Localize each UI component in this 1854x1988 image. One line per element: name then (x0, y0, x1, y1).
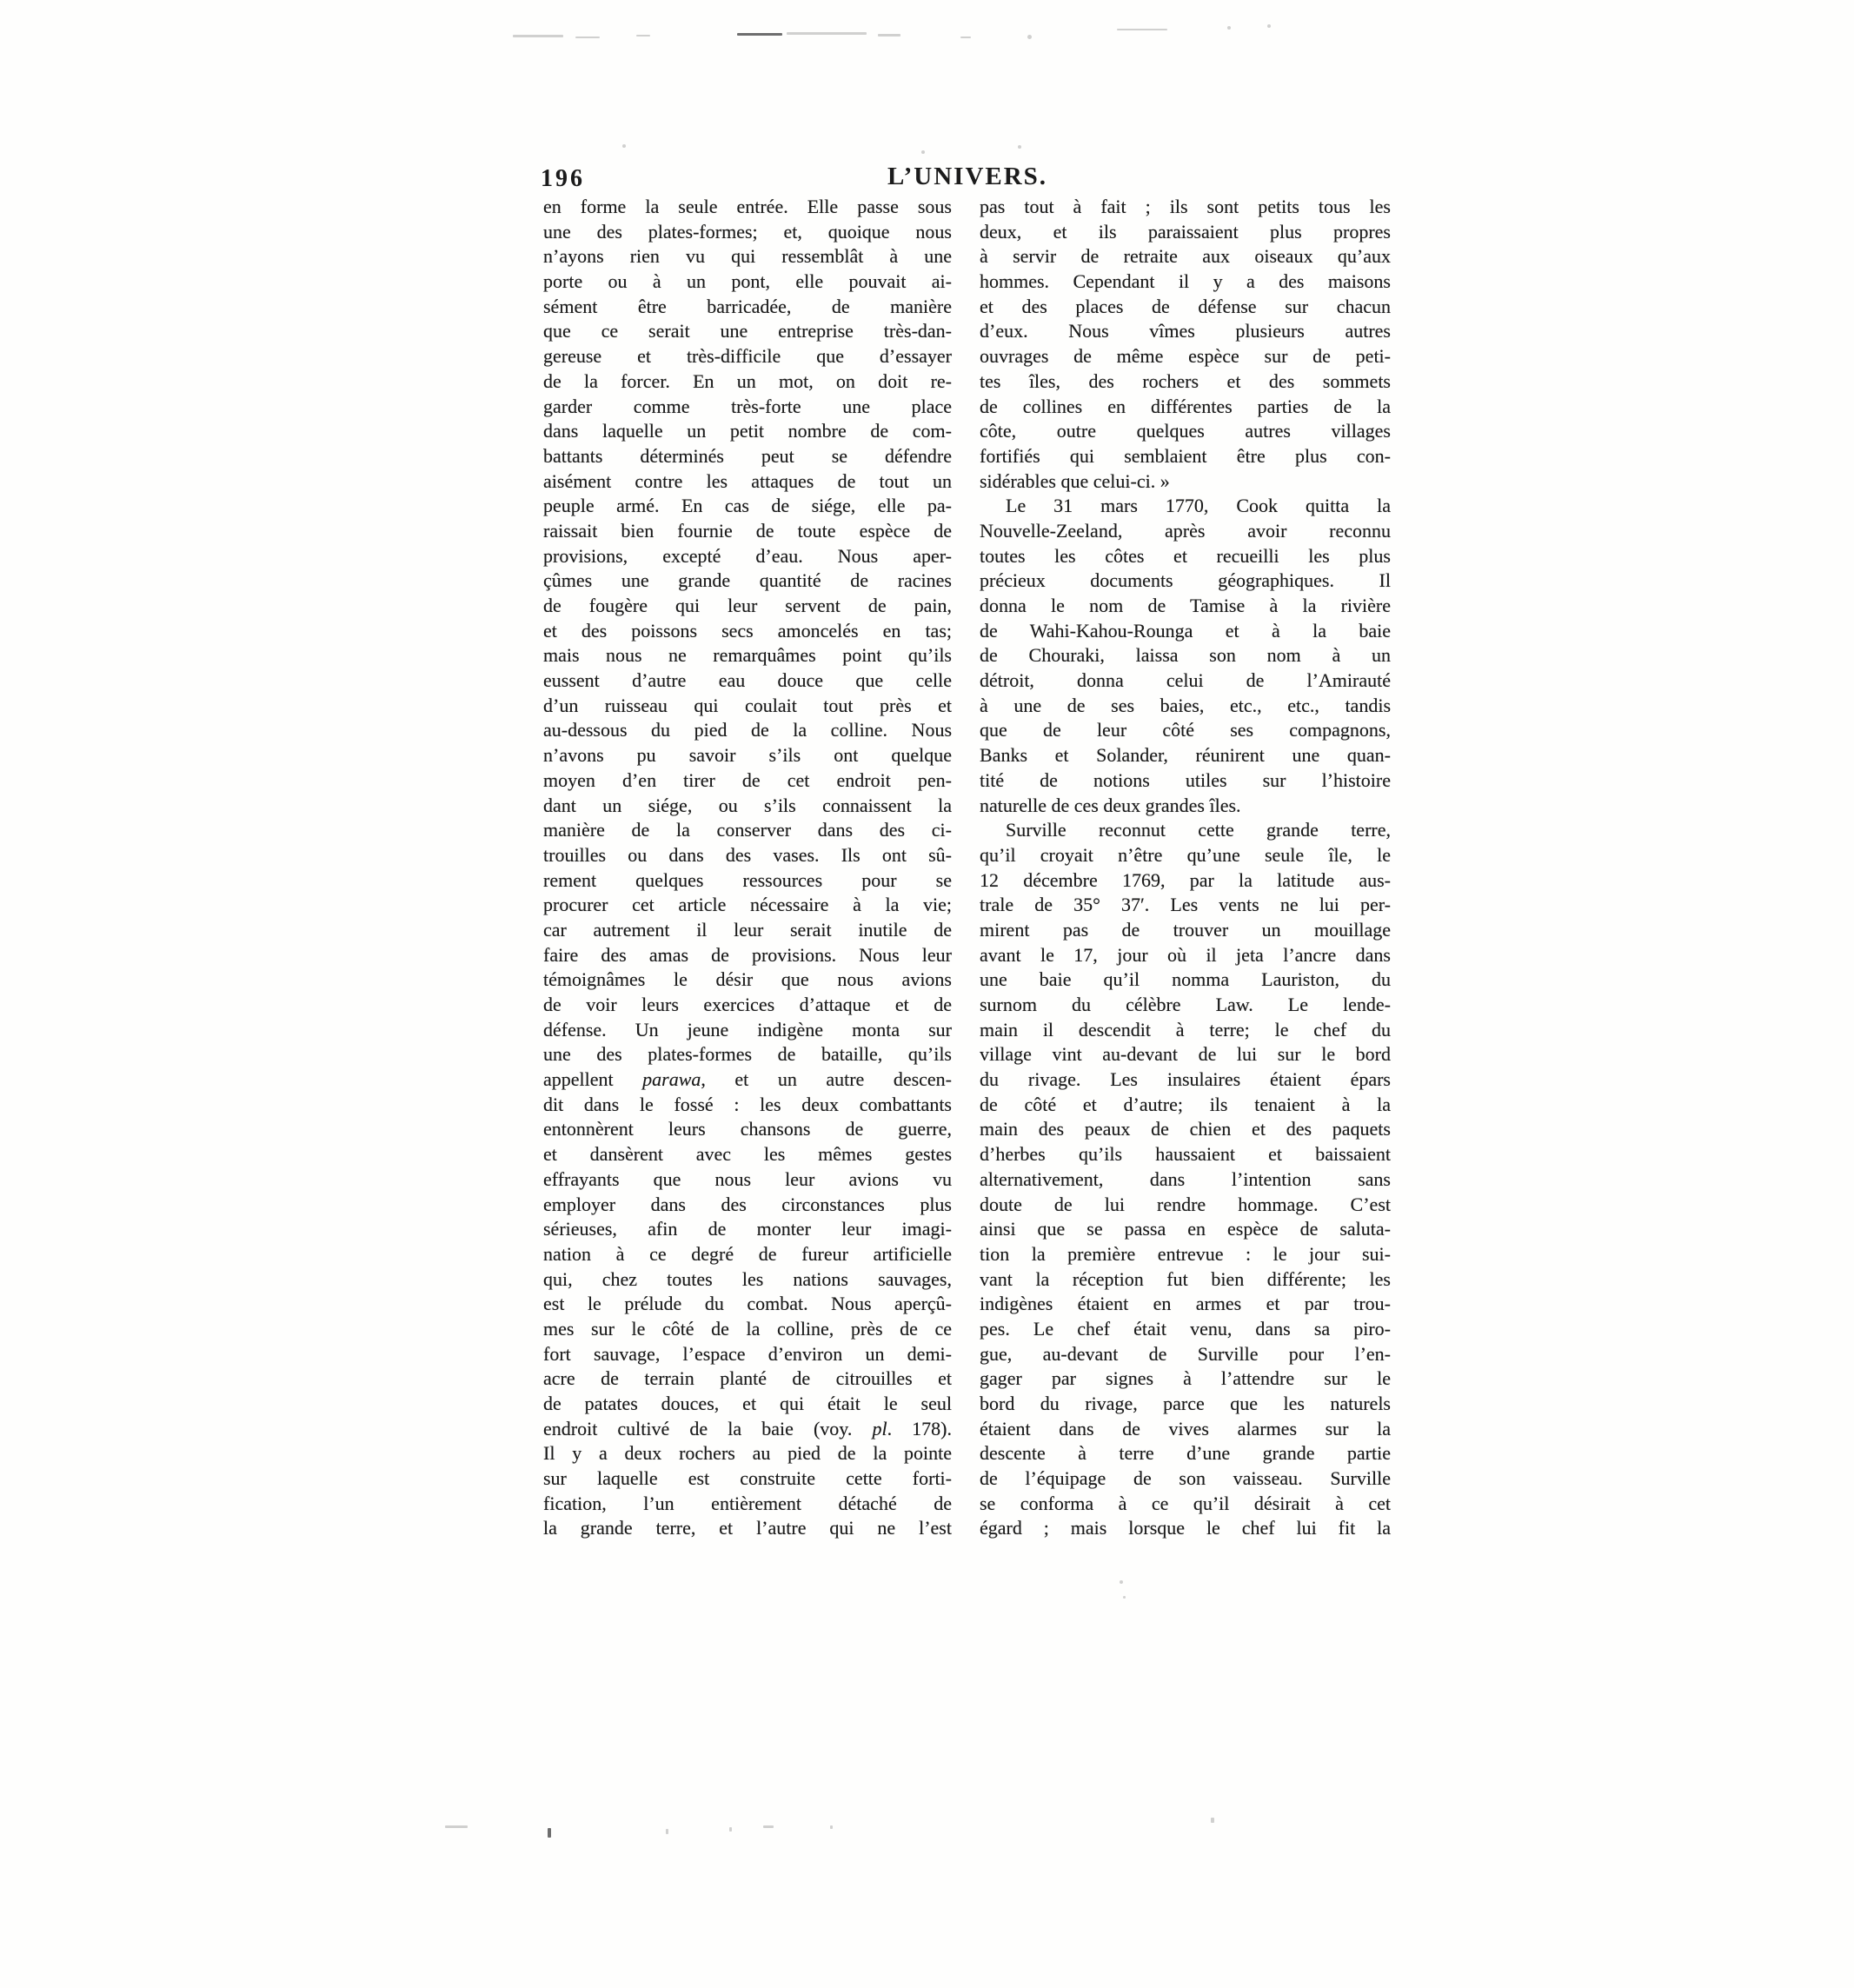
text-line: n’avons pu savoir s’ils ont quelque (543, 744, 952, 767)
scan-artifact (878, 34, 900, 37)
text-line: n’ayons rien vu qui ressemblât à une (543, 245, 952, 268)
text-line: que de leur côté ses compagnons, (980, 719, 1391, 741)
text-line: appellent parawa, et un autre descen- (543, 1068, 952, 1091)
text-line: aisément contre les attaques de tout un (543, 469, 952, 492)
text-line: une des plates-formes de bataille, qu’ils (543, 1043, 952, 1066)
text-line: bord du rivage, parce que les naturels (980, 1393, 1391, 1414)
text-line: main des peaux de chien et des paquets (980, 1118, 1391, 1140)
text-line: çûmes une grande quantité de racines (543, 569, 952, 592)
text-line: et des places de défense sur chacun (980, 295, 1391, 317)
scan-artifact (548, 1828, 551, 1838)
text-line: battants déterminés peut se défendre (543, 444, 952, 467)
scan-artifact (622, 144, 626, 148)
text-line: égard ; mais lorsque le chef lui fit la (980, 1517, 1391, 1539)
text-line: alternativement, dans l’intention sans (980, 1167, 1391, 1190)
text-line: pes. Le chef était venu, dans sa piro- (980, 1317, 1391, 1340)
text-line: de l’équipage de son vaisseau. Surville (980, 1467, 1391, 1490)
text-line: dit dans le fossé : les deux combattants (543, 1093, 952, 1115)
scan-artifact (1117, 29, 1167, 30)
text-line: pas tout à fait ; ils sont petits tous les (980, 196, 1391, 217)
text-line: fortifiés qui semblaient être plus con- (980, 444, 1391, 467)
text-line: Banks et Solander, réunirent une quan- (980, 744, 1391, 767)
text-line: porte ou à un pont, elle pouvait ai- (543, 270, 952, 293)
text-line: tion la première entrevue : le jour sui- (980, 1242, 1391, 1265)
text-line: tité de notions utiles sur l’histoire (980, 768, 1391, 791)
text-line: de collines en différentes parties de la (980, 395, 1391, 417)
text-line: au-dessous du pied de la colline. Nous (543, 719, 952, 741)
text-line: gereuse et très-difficile que d’essayer (543, 345, 952, 368)
text-line: indigènes étaient en armes et par trou- (980, 1293, 1391, 1315)
scan-artifact (445, 1825, 468, 1828)
text-line: toutes les côtes et recueilli les plus (980, 544, 1391, 567)
text-line: la grande terre, et l’autre qui ne l’est (543, 1517, 952, 1539)
text-line: vant la réception fut bien différente; les (980, 1267, 1391, 1290)
text-line: 12 décembre 1769, par la latitude aus- (980, 868, 1391, 891)
scan-artifact (513, 35, 563, 37)
text-line: acre de terrain planté de citrouilles et (543, 1367, 952, 1390)
text-line: témoignâmes le désir que nous avions (543, 968, 952, 991)
text-line: entonnèrent leurs chansons de guerre, (543, 1118, 952, 1140)
text-line: est le prélude du combat. Nous aperçû- (543, 1293, 952, 1315)
text-line: faire des amas de provisions. Nous leur (543, 943, 952, 966)
text-line: de fougère qui leur servent de pain, (543, 595, 952, 616)
text-line: donna le nom de Tamise à la rivière (980, 595, 1391, 616)
text-line: du rivage. Les insulaires étaient épars (980, 1068, 1391, 1091)
scan-artifact (960, 37, 971, 38)
scan-artifact (575, 37, 600, 38)
text-line: nation à ce degré de fureur artificielle (543, 1242, 952, 1265)
text-line: de la forcer. En un mot, on doit re- (543, 369, 952, 392)
text-line: qui, chez toutes les nations sauvages, (543, 1267, 952, 1290)
scan-artifact (1211, 1818, 1214, 1823)
text-line: fication, l’un entièrement détaché de (543, 1492, 952, 1514)
text-line: défense. Un jeune indigène monta sur (543, 1018, 952, 1041)
text-line: se conforma à ce qu’il désirait à cet (980, 1492, 1391, 1514)
scan-artifact (1267, 24, 1271, 28)
text-line: provisions, excepté d’eau. Nous aper- (543, 544, 952, 567)
text-line: eussent d’autre eau douce que celle (543, 669, 952, 692)
text-line: endroit cultivé de la baie (voy. pl. 178). (543, 1417, 953, 1439)
text-line: d’herbes qu’ils haussaient et baissaient (980, 1143, 1391, 1166)
text-line: rement quelques ressources pour se (543, 868, 952, 891)
text-line: descente à terre d’une grande partie (980, 1442, 1391, 1465)
text-line: garder comme très-forte une place (543, 395, 952, 417)
text-line: gue, au-devant de Surville pour l’en- (980, 1342, 1391, 1365)
scan-artifact (830, 1825, 833, 1829)
text-line: deux, et ils paraissaient plus propres (980, 220, 1391, 243)
text-line: mes sur le côté de la colline, près de ce (543, 1317, 952, 1340)
text-line: de côté et d’autre; ils tenaient à la (980, 1093, 1391, 1115)
text-line: manière de la conserver dans des ci- (543, 819, 952, 841)
text-line: avant le 17, jour où il jeta l’ancre dans (980, 943, 1391, 966)
text-line: côte, outre quelques autres villages (980, 420, 1391, 442)
text-line: qu’il croyait n’être qu’une seule île, le (980, 843, 1391, 866)
text-line: d’un ruisseau qui coulait tout près et (543, 694, 952, 716)
text-column-right (980, 195, 1391, 1541)
text-line: étaient dans de vives alarmes sur la (980, 1417, 1391, 1439)
text-line: dant un siége, ou s’ils connaissent la (543, 794, 952, 816)
text-column-left (543, 195, 952, 1541)
text-line: sérieuses, afin de monter leur imagi- (543, 1218, 952, 1240)
text-line: à servir de retraite aux oiseaux qu’aux (980, 245, 1391, 268)
text-line: Le 31 mars 1770, Cook quitta la (1006, 495, 1391, 517)
text-line: gager par signes à l’attendre sur le (980, 1367, 1391, 1390)
text-line: de voir leurs exercices d’attaque et de (543, 994, 952, 1015)
text-line: une des plates-formes; et, quoique nous (543, 220, 952, 243)
text-line: une baie qu’il nomma Lauriston, du (980, 968, 1391, 991)
scan-artifact (921, 150, 925, 154)
text-line: procurer cet article nécessaire à la vie; (543, 894, 952, 916)
page-number: 196 (541, 165, 585, 192)
text-line: main il descendit à terre; le chef du (980, 1018, 1391, 1041)
text-line: sidérables que celui-ci. » (980, 469, 1170, 492)
text-line: Nouvelle-Zeeland, après avoir reconnu (980, 519, 1391, 542)
text-line: ainsi que se passa en espèce de saluta- (980, 1218, 1391, 1240)
text-line: de Wahi-Kahou-Rounga et à la baie (980, 619, 1391, 642)
text-line: tes îles, des rochers et des sommets (980, 369, 1391, 392)
scan-artifact (787, 32, 867, 35)
text-line: effrayants que nous leur avions vu (543, 1167, 952, 1190)
text-line: de patates douces, et qui était le seul (543, 1393, 952, 1414)
text-line: et des poissons secs amoncelés en tas; (543, 619, 952, 642)
text-line: ouvrages de même espèce sur de peti- (980, 345, 1391, 368)
text-line: car autrement il leur serait inutile de (543, 918, 952, 941)
text-line: mais nous ne remarquâmes point qu’ils (543, 644, 952, 667)
text-line: trale de 35° 37′. Les vents ne lui per- (980, 894, 1391, 916)
text-line: trouilles ou dans des vases. Ils ont sû- (543, 843, 952, 866)
text-line: raissait bien fournie de toute espèce de (543, 519, 952, 542)
text-line: naturelle de ces deux grandes îles. (980, 794, 1241, 816)
text-line: et dansèrent avec les mêmes gestes (543, 1143, 952, 1166)
running-header: L’UNIVERS. (887, 163, 1048, 190)
text-line: Surville reconnut cette grande terre, (1006, 819, 1391, 841)
text-line: de Chouraki, laissa son nom à un (980, 644, 1391, 667)
text-line: dans laquelle un petit nombre de com- (543, 420, 952, 442)
scan-artifact (729, 1827, 732, 1832)
text-line: surnom du célèbre Law. Le lende- (980, 994, 1391, 1015)
text-line: à une de ses baies, etc., etc., tandis (980, 694, 1391, 716)
scan-artifact (1120, 1580, 1123, 1584)
scan-artifact (1018, 145, 1021, 149)
scan-artifact (1123, 1596, 1126, 1599)
text-line: précieux documents géographiques. Il (980, 569, 1391, 592)
text-line: sur laquelle est construite cette forti- (543, 1467, 952, 1490)
text-line: mirent pas de trouver un mouillage (980, 918, 1391, 941)
text-line: peuple armé. En cas de siége, elle pa- (543, 495, 952, 517)
text-line: employer dans des circonstances plus (543, 1193, 952, 1215)
scan-artifact (636, 35, 650, 37)
text-line: en forme la seule entrée. Elle passe sous (543, 196, 952, 217)
scan-artifact (666, 1829, 668, 1834)
scan-artifact (1027, 35, 1032, 39)
text-line: village vint au-devant de lui sur le bord (980, 1043, 1391, 1066)
text-line: fort sauvage, l’espace d’environ un demi- (543, 1342, 952, 1365)
text-line: moyen d’en tirer de cet endroit pen- (543, 768, 952, 791)
text-line: que ce serait une entreprise très-dan- (543, 320, 952, 342)
text-line: hommes. Cependant il y a des maisons (980, 270, 1391, 293)
text-line: doute de lui rendre hommage. C’est (980, 1193, 1391, 1215)
text-line: Il y a deux rochers au pied de la pointe (543, 1442, 952, 1465)
scan-artifact (763, 1825, 774, 1828)
text-line: sément être barricadée, de manière (543, 295, 952, 317)
text-line: d’eux. Nous vîmes plusieurs autres (980, 320, 1391, 342)
scan-artifact (1227, 26, 1231, 30)
text-line: détroit, donna celui de l’Amirauté (980, 669, 1391, 692)
scan-artifact (737, 33, 782, 36)
